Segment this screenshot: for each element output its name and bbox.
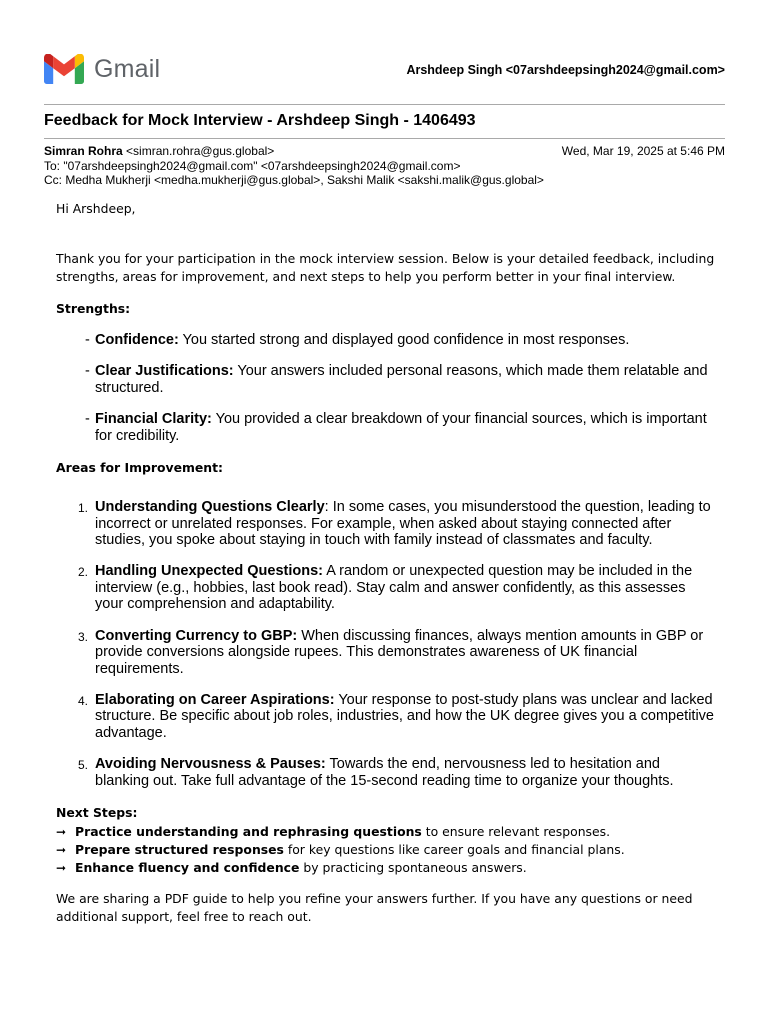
list-item: 5. Avoiding Nervousness & Pauses: Towards the end, nervousness led to hesitation and blanking out. Take full advantage of the 15-second reading time to organize your thoughts.	[78, 756, 674, 789]
list-item: 3. Converting Currency to GBP: When discussing finances, always mention amounts in GBP or provide conversions alongside rupees. This demonstrates awareness of UK financial requirements.	[78, 627, 704, 677]
list-item: - Clear Justifications: Your answers included personal reasons, which made them relatable and structured.	[85, 363, 708, 396]
list-item: - Financial Clarity: You provided a clear breakdown of your financial sources, which is important for credibility.	[85, 411, 707, 444]
sender-email: <simran.rohra@gus.global>	[126, 144, 275, 158]
email-meta	[44, 144, 725, 188]
greeting: Hi Arshdeep,	[56, 201, 136, 216]
gmail-logo	[44, 54, 160, 84]
sender-name: Simran Rohra	[44, 144, 123, 158]
header	[44, 52, 725, 92]
gmail-wordmark: Gmail	[94, 54, 161, 83]
improvement-list	[56, 499, 716, 789]
cc-row: Cc: Medha Mukherji <medha.mukherji@gus.global>, Sakshi Malik <sakshi.malik@gus.global>	[44, 173, 544, 187]
arrow-right-icon: ➞	[56, 860, 67, 875]
list-item: 2. Handling Unexpected Questions: A random or unexpected question may be included in the interview (e.g., hobbies, last book read). Stay calm and answer confidently, as this assesses your comprehension and adaptability.	[78, 563, 693, 613]
list-item: ➞ Prepare structured responses for key questions like career goals and financial plans.	[56, 841, 625, 857]
to-row: To: "07arshdeepsingh2024@gmail.com" <07arshdeepsingh2024@gmail.com>	[44, 158, 461, 173]
email-body	[56, 200, 716, 926]
from-row	[44, 144, 725, 159]
arrow-right-icon: ➞	[56, 824, 67, 839]
strengths-list	[56, 332, 716, 445]
next-steps-heading: Next Steps:	[56, 804, 138, 820]
account-label: Arshdeep Singh <07arshdeepsingh2024@gmail.com>	[406, 63, 725, 77]
list-item: ➞ Practice understanding and rephrasing questions to ensure relevant responses.	[56, 823, 611, 839]
next-steps-list	[56, 823, 716, 877]
list-item: 4. Elaborating on Career Aspirations: Your response to post-study plans was unclear and lacked structure. Be specific about job roles, industries, and how the UK degree gives you a competitive advantage.	[78, 691, 714, 742]
improvement-heading: Areas for Improvement:	[56, 460, 223, 475]
divider	[44, 104, 725, 105]
list-item: 1. Understanding Questions Clearly: In some cases, you misunderstood the question, leading to incorrect or unrelated responses. For example, when asked about staying connected after studies, you spoke about staying in touch with family instead of classmates and faculty.	[78, 499, 711, 549]
closing-paragraph: We are sharing a PDF guide to help you refine your answers further. If you have any questions or need additional support, feel free to reach out.	[56, 890, 693, 924]
arrow-right-icon: ➞	[56, 842, 67, 857]
gmail-m-icon	[44, 54, 84, 84]
divider	[44, 138, 725, 139]
email-date: Wed, Mar 19, 2025 at 5:46 PM	[561, 144, 725, 158]
list-item: ➞ Enhance fluency and confidence by practicing spontaneous answers.	[56, 859, 527, 875]
list-item: - Confidence: You started strong and displayed good confidence in most responses.	[85, 332, 630, 348]
strengths-heading: Strengths:	[56, 301, 131, 316]
intro-paragraph: Thank you for your participation in the mock interview session. Below is your detailed feedback, including strengths, areas for improvement, and next steps to help you perform better in your final interview.	[56, 251, 715, 284]
email-subject: Feedback for Mock Interview - Arshdeep Singh - 1406493	[44, 112, 476, 129]
